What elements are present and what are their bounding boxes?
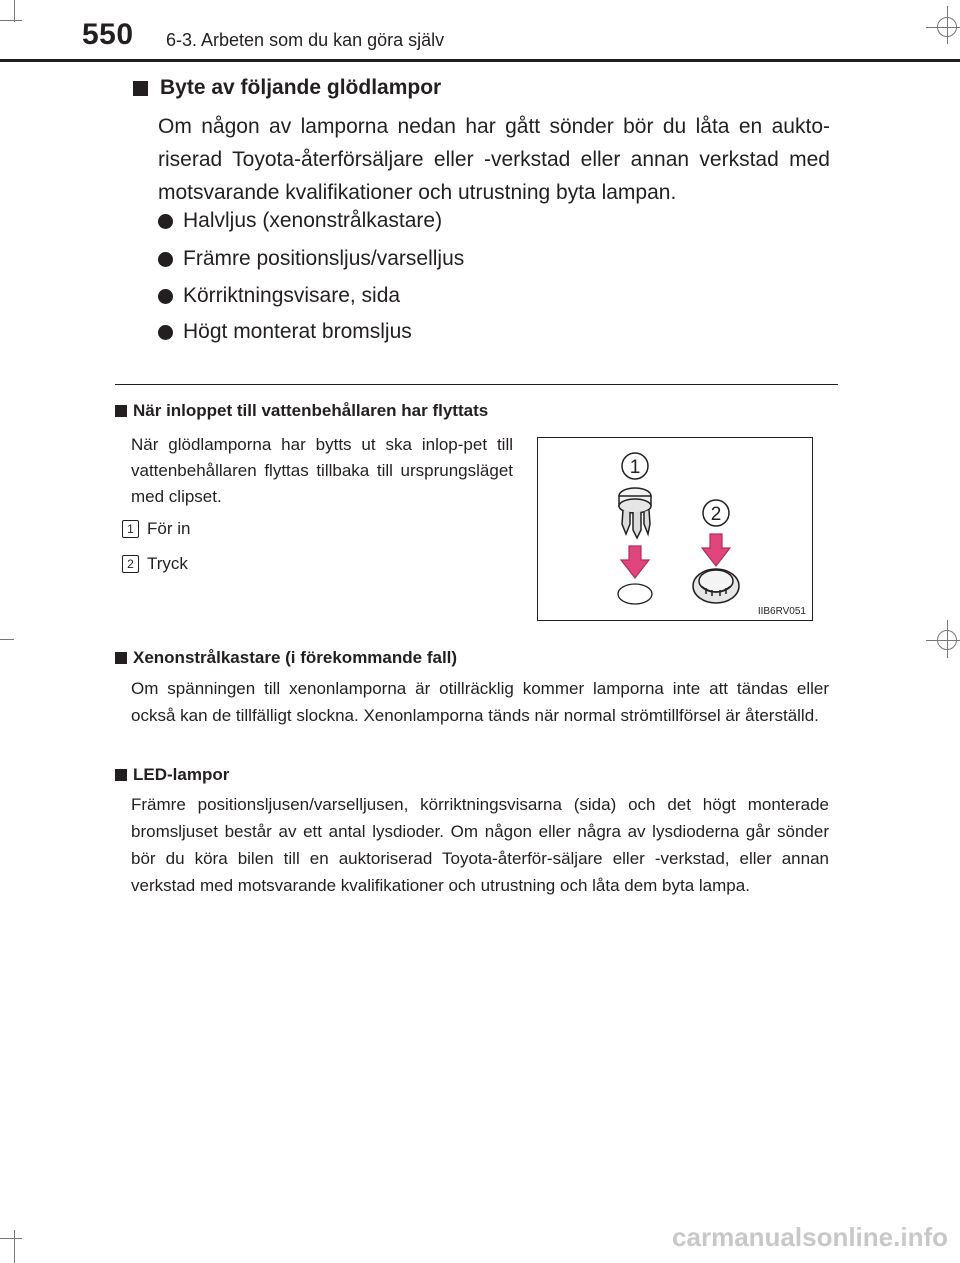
chapter-title: 6-3. Arbeten som du kan göra själv (166, 30, 445, 50)
push-arrow-icon (621, 546, 649, 578)
callout-number: 1 (629, 457, 641, 478)
crop-mark (14, 0, 15, 22)
section-heading-led (115, 765, 229, 785)
square-bullet-icon (133, 81, 148, 96)
section-paragraph: När glödlamporna har bytts ut ska inlop-pet till vattenbehållaren flyttas tillbaka till ursprungsläget med clipset. (131, 435, 513, 506)
page-number: 550 (82, 18, 134, 51)
figure-code: IIB6RV051 (757, 606, 806, 617)
step-number-badge: 2 (122, 555, 139, 573)
list-item-label: Körriktningsvisare, sida (183, 284, 401, 307)
list-item-label: Halvljus (xenonstrålkastare) (183, 209, 443, 232)
crop-mark (926, 27, 960, 28)
section-heading-inlet (115, 401, 488, 421)
list-item (158, 247, 464, 271)
section-paragraph: Om spänningen till xenonlamporna är otillräcklig kommer lamporna inte att tändas eller också kan de tillfälligt slockna. Xenonlamporna tänds när normal strömtillförsel är återställd. (131, 679, 829, 725)
section-title: Byte av följande glödlampor (160, 76, 442, 99)
square-bullet-icon (115, 405, 127, 417)
bullet-dot-icon (158, 325, 173, 340)
list-item-label: Högt monterat bromsljus (183, 320, 412, 343)
callout-2 (703, 500, 729, 526)
crop-mark (0, 639, 14, 640)
bullet-dot-icon (158, 252, 173, 267)
list-item (158, 284, 400, 308)
crop-mark (0, 20, 22, 21)
step-label: Tryck (147, 554, 188, 573)
section-title: När inloppet till vattenbehållaren har flyttats (133, 401, 489, 420)
step-item (122, 519, 190, 539)
square-bullet-icon (115, 769, 127, 781)
crop-mark (0, 1238, 22, 1239)
callout-1 (622, 453, 648, 479)
section-heading-bulbs (133, 76, 441, 100)
crop-mark (926, 640, 960, 641)
step-label: För in (147, 519, 191, 538)
push-arrow-icon (702, 534, 730, 566)
list-item (158, 320, 412, 344)
bullet-dot-icon (158, 289, 173, 304)
clip-side-view (619, 488, 651, 538)
step-number-badge: 1 (122, 520, 139, 538)
clip-diagram (538, 438, 812, 620)
square-bullet-icon (115, 652, 127, 664)
crop-mark (947, 6, 948, 44)
section-paragraph: Främre positionsljusen/varselljusen, körriktningsvisarna (sida) och det högt monterade bromsljuset består av ett antal lysdioder. Om någon eller några av lysdioderna går sönder bör du köra bilen till en auktoriserad Toyota-återför-säljare eller -verkstad, eller annan verkstad med motsvarande kvalifikationer och utrustning och låta dem byta lampa. (131, 795, 829, 895)
bullet-dot-icon (158, 214, 173, 229)
mounting-hole (618, 584, 652, 604)
crop-mark (14, 1230, 15, 1263)
section-title: Xenonstrålkastare (i förekommande fall) (133, 648, 458, 667)
section-title: LED-lampor (133, 765, 230, 784)
crop-mark (947, 620, 948, 658)
list-item (158, 209, 442, 233)
list-item-label: Främre positionsljus/varselljus (183, 247, 465, 270)
callout-number: 2 (710, 504, 722, 525)
clip-installed-view (693, 569, 739, 603)
step-item (122, 554, 188, 574)
watermark-text: carmanualsonline.info (672, 1222, 948, 1252)
section-divider (115, 384, 838, 385)
section-heading-xenon (115, 648, 457, 668)
header-divider (0, 59, 960, 62)
section-paragraph: Om någon av lamporna nedan har gått sönder bör du låta en aukto-riserad Toyota-återförsäljare eller -verkstad eller annan verkstad med motsvarande kvalifikationer och utrustning byta lampan. (158, 115, 830, 204)
figure-clip-illustration (537, 437, 813, 621)
